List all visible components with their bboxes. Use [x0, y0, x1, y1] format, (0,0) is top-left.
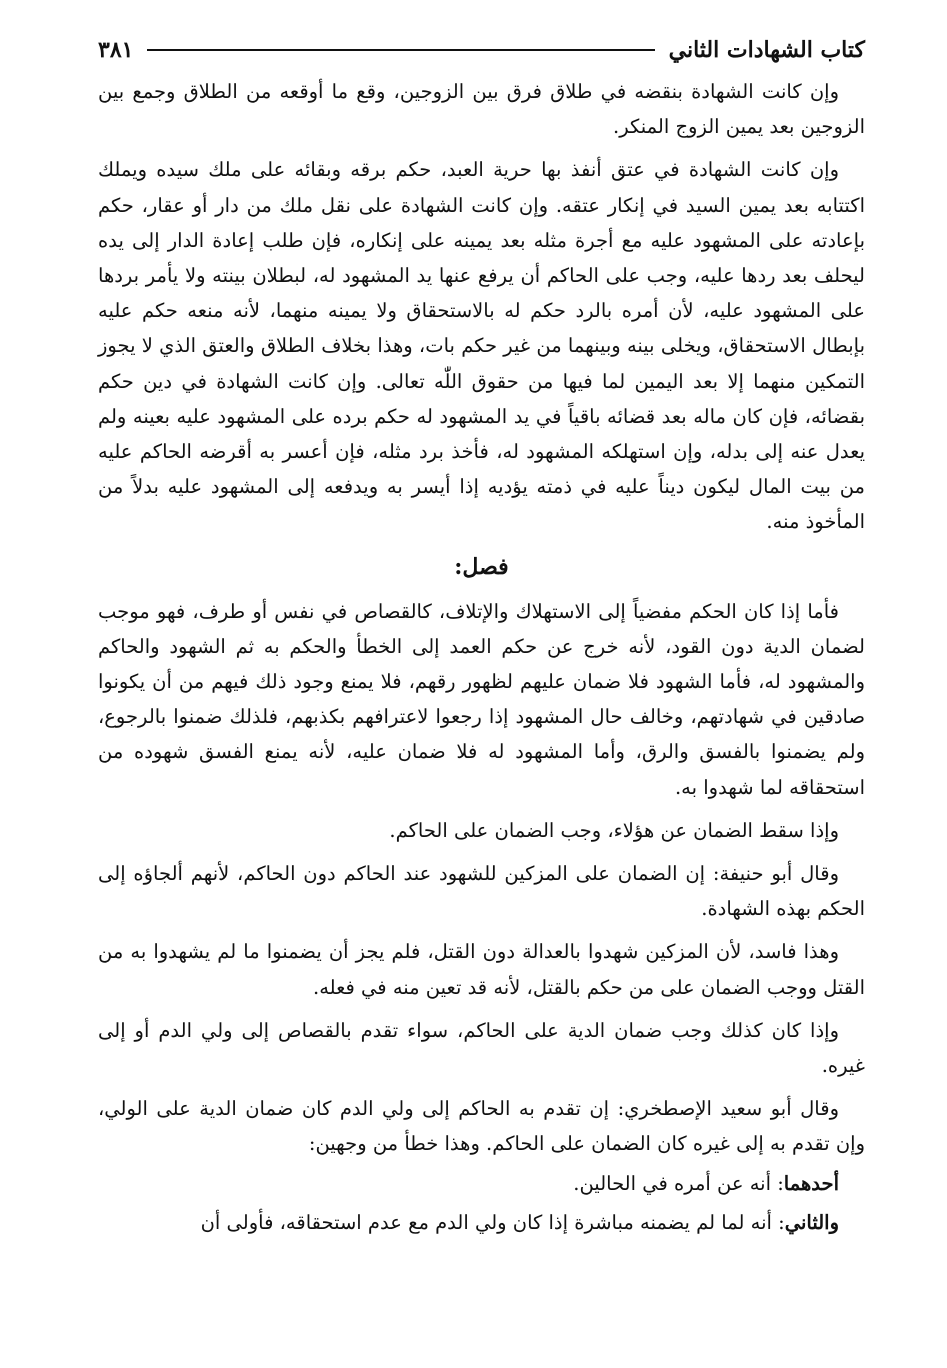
term-second: والثاني — [784, 1210, 839, 1234]
paragraph-7: وإذا كان كذلك وجب ضمان الدية على الحاكم، سواء تقدم بالقصاص إلى ولي الدم أو إلى غيره. — [98, 1018, 865, 1078]
paragraph-4: وإذا سقط الضمان عن هؤلاء، وجب الضمان على الحاكم. — [389, 818, 839, 842]
paragraph-10 — [98, 1205, 865, 1240]
term-first: أحدهما — [783, 1171, 839, 1195]
paragraph-5: وقال أبو حنيفة: إن الضمان على المزكين للشهود عند الحاكم دون الحاكم، لأنهم ألجاؤه إلى الحكم بهذه الشهادة. — [98, 862, 865, 921]
paragraph-1: وإن كانت الشهادة بنقضه في طلاق فرق بين الزوجين، وقع ما أوقعه من الطلاق وجمع بين الزوجين بعد يمين الزوج المنكر. — [98, 80, 865, 139]
paragraph-3: فأما إذا كان الحكم مفضياً إلى الاستهلاك والإتلاف، كالقصاص في نفس أو طرف، فهو موجب لضمان الدية دون القود، لأنه خرج عن حكم العمد إلى الخطأ والحكم به ثم الشهود والحاكم والمشهود له، فأما الشهود فلا ضمان عليهم لظهور رقهم، فلا يمنع وجود ذلك فيهم من أن يكونوا صادقين في شهادتهم، وخالف حال المشهود إذا رجعوا لاعترافهم بكذبهم، فلذلك ضمنوا بالرجوع، ولم يضمنوا بالفسق والرق، وأما المشهود له فلا ضمان عليه، لأنه يمنع الفسق شهوده من استحقاقه لما شهدوا به. — [98, 599, 865, 799]
page-number: ٣٨١ — [98, 37, 134, 63]
term-second-text: : أنه لما لم يضمنه مباشرة إذا كان ولي الدم مع عدم استحقاقه، فأولى أن — [200, 1210, 785, 1234]
running-header — [98, 30, 865, 70]
paragraph-6: وهذا فاسد، لأن المزكين شهدوا بالعدالة دون القتل، فلم يجز أن يضمنوا ما لم يشهدوا به من القتل ووجب الضمان على من حكم بالقتل، لأنه قد تعين منه في فعله. — [98, 940, 865, 999]
paragraph-8: وقال أبو سعيد الإصطخري: إن تقدم به الحاكم إلى ولي الدم كان ضمان الدية على الولي، وإن تقدم به إلى غيره كان الضمان على الحاكم. وهذا خطأ من وجهين: — [98, 1097, 865, 1156]
paragraph-9 — [98, 1166, 865, 1201]
term-first-text: : أنه عن أمره في الحالين. — [573, 1171, 784, 1195]
book-title: كتاب الشهادات الثاني — [668, 37, 865, 63]
header-rule — [147, 49, 654, 51]
paragraph-2: وإن كانت الشهادة في عتق أنفذ بها حرية العبد، حكم برقه وبقائه على ملك سيده ويملك اكتتابه بعد يمين السيد في إنكار عتقه. وإن كانت الشهادة على نقل ملك من دار أو عقار، حكم بإعادته على المشهود عليه مع أجرة مثله بعد يمينه على إنكاره، فإن طلب إعادة الدار إلى يده ليحلف بعد ردها عليه، وجب على الحاكم أن يرفع عنها يد المشهود له، لبطلان بينته ولا يأمر بردها على المشهود عليه، لأن أمره بالرد حكم له بالاستحقاق ولا يمينه منهما، لأنه منعه حكم عليه بإبطال الاستحقاق، ويخلى بينه وبينهما من غير حكم بات، وهذا بخلاف الطلاق والعتق الذي لا يجوز التمكين منهما إلا بعد اليمين لما فيها من حقوق اللّٰه تعالى. وإن كانت الشهادة في دين حكم بقضائه، فإن كان ماله بعد قضائه باقياً في يد المشهود له حكم برده على المشهود عليه بعينه ولم يعدل عنه إلى بدله، وإن استهلكه المشهود له، فأخذ برد مثله، فإن أعسر به أقرضه الحاكم عليه من بيت المال ليكون ديناً عليه في ذمته يؤديه إذا أيسر به ويدفعه إلى المشهود عليه بدلاً من المأخوذ منه. — [98, 158, 865, 534]
section-heading: فصل: — [454, 553, 509, 580]
